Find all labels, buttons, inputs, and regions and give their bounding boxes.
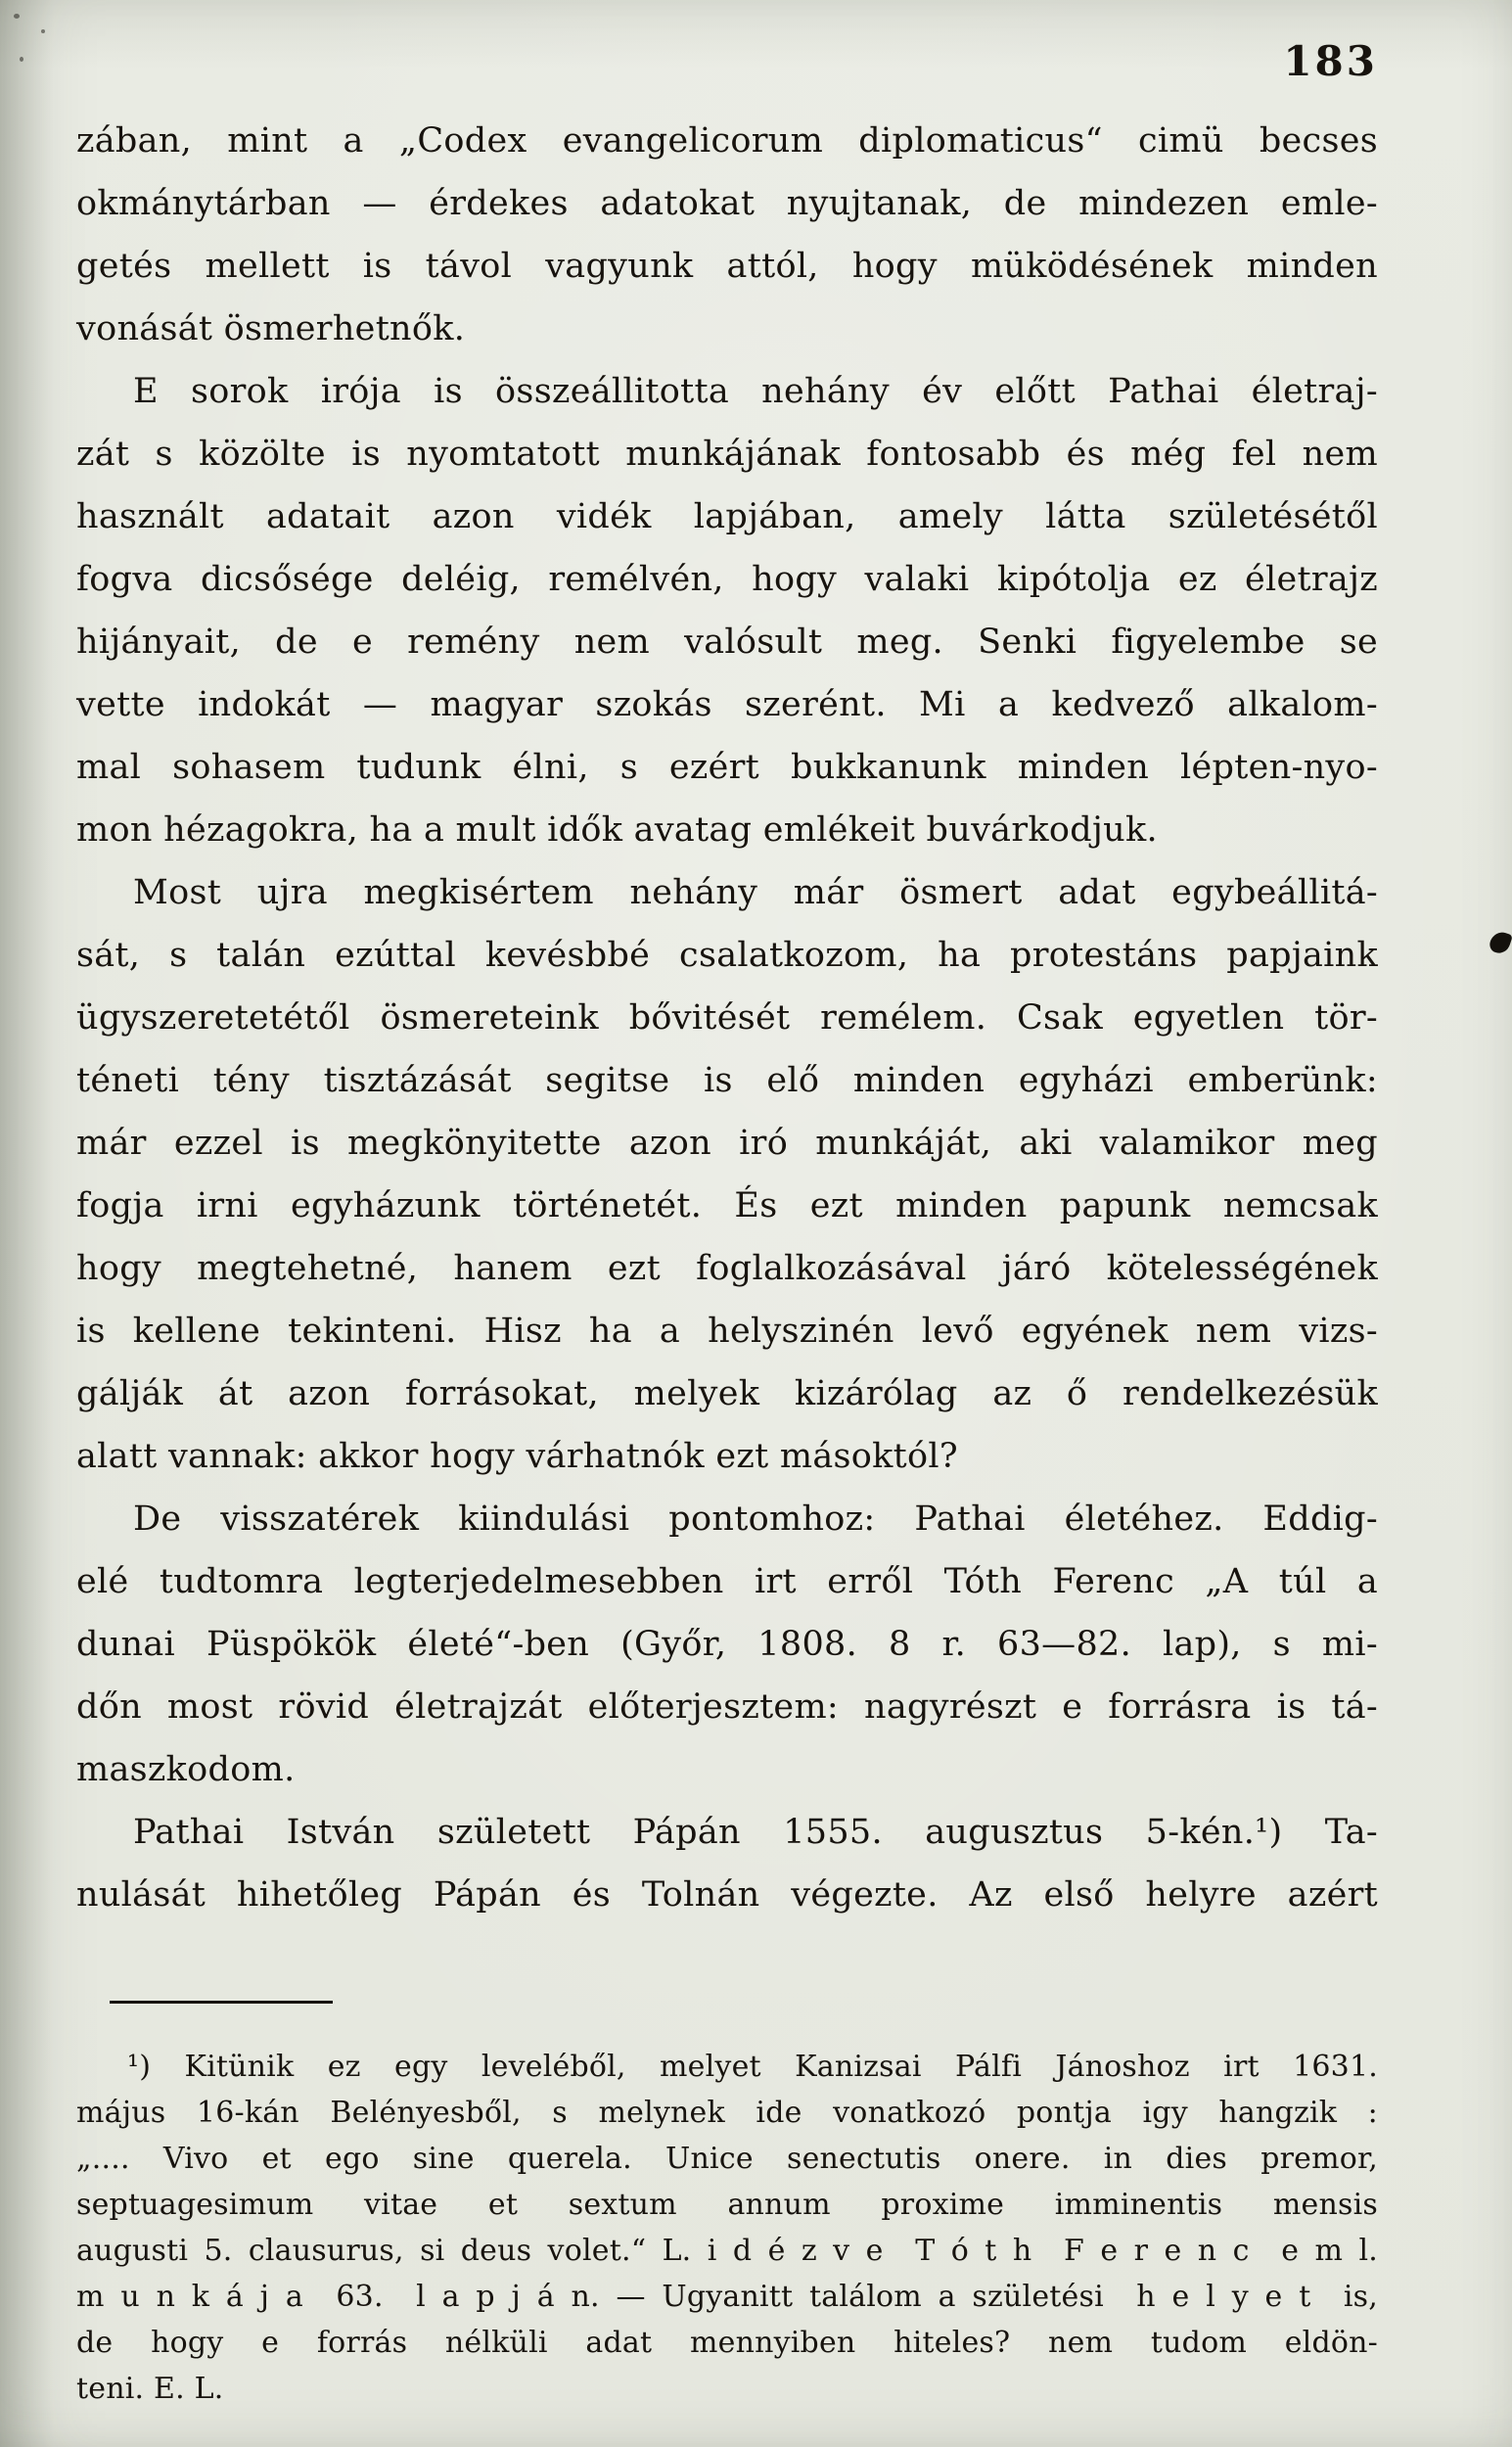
text-line: használt adatait azon vidék lapjában, amely látta születésétől [76, 497, 1378, 536]
text-line: zában, mint a „Codex evangelicorum diplomaticus“ cimü becses [76, 121, 1378, 161]
scan-speck [41, 29, 45, 33]
footnote-line: ¹) Kitünik ez egy leveléből, melyet Kanizsai Pálfi Jánoshoz irt 1631. [127, 2050, 1378, 2084]
text-line: vette indokát — magyar szokás szerént. Mi a kedvező alkalom- [76, 685, 1378, 724]
footnote-line: augusti 5. clausurus, si deus volet.“ L. i d é z v e T ó t h F e r e n c e m l. [76, 2234, 1378, 2268]
scan-speck [14, 14, 20, 19]
footnote-line: „.... Vivo et ego sine querela. Unice senectutis onere. in dies premor, [76, 2142, 1378, 2176]
text-line: Most ujra megkisértem nehány már ösmert adat egybeállitá- [133, 873, 1378, 912]
text-line: hogy megtehetné, hanem ezt foglalkozásával járó kötelességének [76, 1249, 1378, 1288]
scan-artifact [1488, 929, 1512, 955]
text-line: ügyszeretetétől ösmereteink bővitését remélem. Csak egyetlen tör- [76, 998, 1378, 1038]
text-line: nulását hihetőleg Pápán és Tolnán végezte. Az első helyre azért [76, 1875, 1378, 1915]
text-line: hijányait, de e remény nem valósult meg. Senki figyelembe se [76, 623, 1378, 662]
text-line: mal sohasem tudunk élni, s ezért bukkanunk minden lépten-nyo- [76, 748, 1378, 787]
text-line: dőn most rövid életrajzát előterjesztem: nagyrészt e forrásra is tá- [76, 1687, 1378, 1727]
body-text [76, 110, 1378, 1926]
text-line: Pathai István született Pápán 1555. augusztus 5-kén.¹) Ta- [133, 1813, 1378, 1852]
text-line: zát s közölte is nyomtatott munkájának fontosabb és még fel nem [76, 435, 1378, 474]
footnote-line: teni. E. L. [76, 2372, 224, 2406]
text-line: dunai Püspökök életé“-ben (Győr, 1808. 8 r. 63—82. lap), s mi- [76, 1625, 1378, 1664]
scan-speck [20, 57, 23, 62]
text-line: már ezzel is megkönyitette azon iró munkáját, aki valamikor meg [76, 1124, 1378, 1163]
text-line: elé tudtomra legterjedelmesebben irt erről Tóth Ferenc „A túl a [76, 1562, 1378, 1601]
footnote-line: de hogy e forrás nélküli adat mennyiben hiteles? nem tudom eldön- [76, 2326, 1378, 2360]
text-line: téneti tény tisztázását segitse is elő minden egyházi emberünk: [76, 1061, 1378, 1100]
text-line: fogva dicsősége deléig, remélvén, hogy valaki kipótolja ez életrajz [76, 560, 1378, 599]
text-line: okmánytárban — érdekes adatokat nyujtanak, de mindezen emle- [76, 184, 1378, 223]
text-line: E sorok irója is összeállitotta nehány év előtt Pathai életraj- [133, 372, 1378, 411]
text-line: fogja irni egyházunk történetét. És ezt minden papunk nemcsak [76, 1186, 1378, 1225]
footnote-line: május 16-kán Belényesből, s melynek ide vonatkozó pontja igy hangzik : [76, 2096, 1378, 2130]
text-line: sát, s talán ezúttal kevésbbé csalatkozom, ha protestáns papjaink [76, 936, 1378, 975]
footnote-line: septuagesimum vitae et sextum annum proxime imminentis mensis [76, 2188, 1378, 2222]
text-line: gálják át azon forrásokat, melyek kizárólag az ő rendelkezésük [76, 1374, 1378, 1413]
footnote-separator [110, 2001, 333, 2004]
text-line: is kellene tekinteni. Hisz ha a helyszinén levő egyének nem vizs- [76, 1312, 1378, 1351]
text-line: alatt vannak: akkor hogy várhatnók ezt másoktól? [76, 1437, 958, 1476]
page-number: 183 [1283, 37, 1378, 85]
text-line: mon hézagokra, ha a mult idők avatag emlékeit buvárkodjuk. [76, 810, 1158, 850]
text-line: De visszatérek kiindulási pontomhoz: Pathai életéhez. Eddig- [133, 1500, 1378, 1539]
text-line: maszkodom. [76, 1750, 296, 1789]
text-line: vonását ösmerhetnők. [76, 309, 466, 348]
text-line: getés mellett is távol vagyunk attól, hogy müködésének minden [76, 247, 1378, 286]
footnote [76, 2044, 1378, 2412]
footnote-line: m u n k á j a 63. l a p j á n. — Ugyanitt találom a születési h e l y e t is, [76, 2280, 1378, 2314]
